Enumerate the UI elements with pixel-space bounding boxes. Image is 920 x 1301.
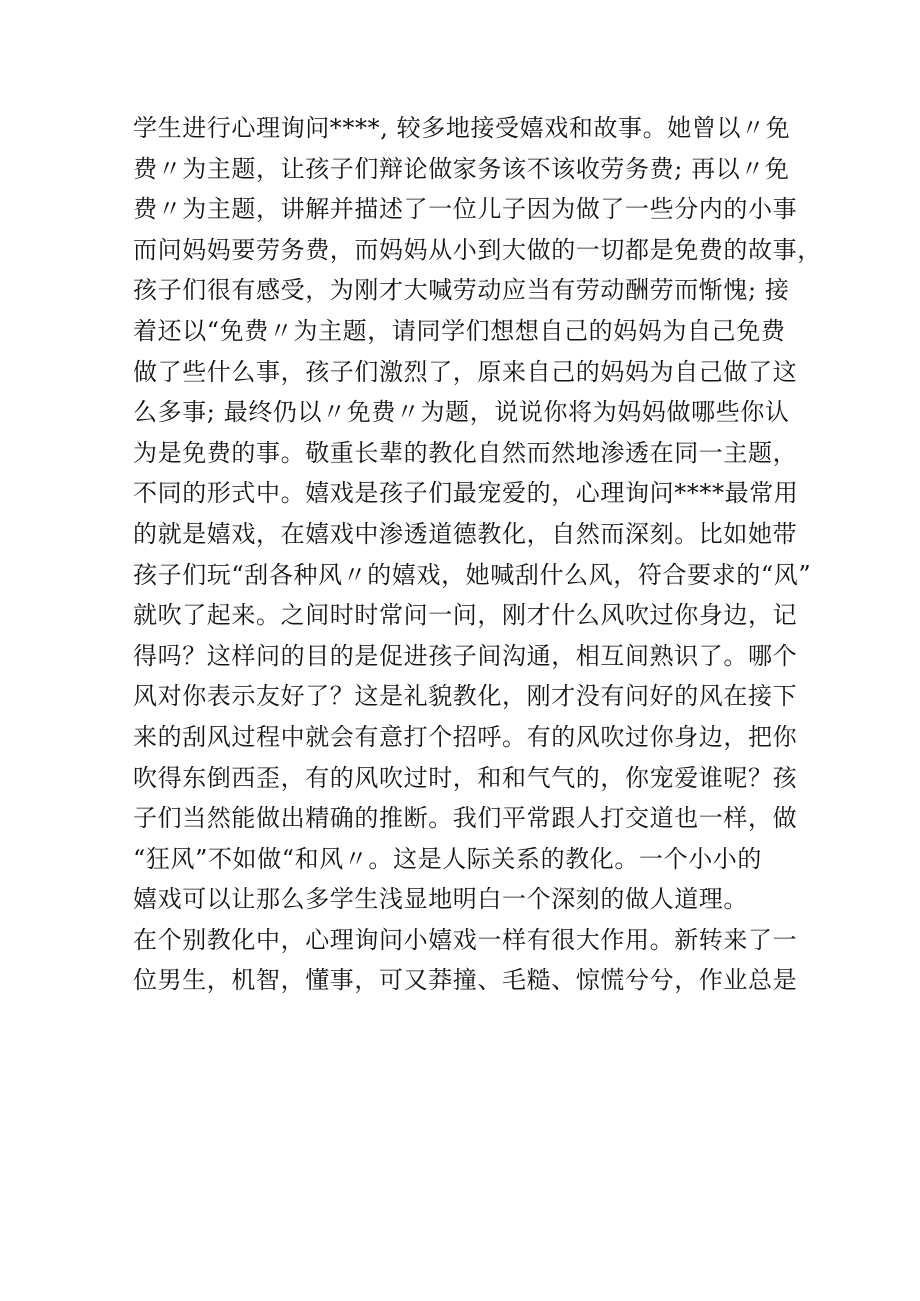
text-line: 的就是嬉戏，在嬉戏中渗透道德教化，自然而深刻。比如她带 — [133, 519, 798, 548]
text-line: 风对你表示友好了？这是礼貌教化，刚才没有问好的风在接下 — [133, 682, 798, 711]
text-line: 着还以“免费〃为主题，请同学们想想自己的妈妈为自己免费 — [133, 316, 786, 345]
text-line: 嬉戏可以让那么多学生浅显地明白一个深刻的做人道理。 — [133, 885, 748, 914]
text-line: 得吗？这样问的目的是促进孩子间沟通，相互间熟识了。哪个 — [133, 641, 798, 670]
text-line: 孩子们玩“刮各种风〃的嬉戏，她喊刮什么风，符合要求的“风” — [133, 560, 812, 589]
text-line: 为是免费的事。敬重长辈的教化自然而然地渗透在同一主题， — [133, 438, 798, 467]
text-line: 学生进行心理询问****, 较多地接受嬉戏和故事。她曾以〃免 — [133, 114, 791, 142]
text-line: 来的刮风过程中就会有意打个招呼。有的风吹过你身边，把你 — [133, 722, 798, 751]
text-line: 子们当然能做出精确的推断。我们平常跟人打交道也一样，做 — [133, 804, 798, 833]
text-line: 不同的形式中。嬉戏是孩子们最宠爱的，心理询问****最常用 — [133, 479, 799, 508]
text-line: 吹得东倒西歪，有的风吹过时，和和气气的，你宠爱谁呢？孩 — [133, 763, 798, 792]
body-text — [133, 108, 822, 1001]
text-line: “狂风”不如做“和风〃。这是人际关系的教化。一个小小的 — [133, 844, 763, 873]
text-line: 位男生，机智，懂事，可又莽撞、毛糙、惊慌兮兮，作业总是 — [133, 966, 798, 995]
text-line: 就吹了起来。之间时时常问一问，刚才什么风吹过你身边，记 — [133, 601, 798, 630]
text-line: 做了些什么事，孩子们激烈了，原来自己的妈妈为自己做了这 — [133, 357, 798, 386]
text-line: 么多事; 最终仍以〃免费〃为题，说说你将为妈妈做哪些你认 — [133, 398, 790, 427]
text-line: 孩子们很有感受，为刚才大喊劳动应当有劳动酬劳而惭愧; 接 — [133, 276, 790, 305]
text-line: 而问妈妈要劳务费，而妈妈从小到大做的一切都是免费的故事， — [133, 235, 822, 264]
text-line: 费〃为主题，讲解并描述了一位儿子因为做了一些分内的小事 — [133, 195, 798, 224]
text-line: 在个别教化中，心理询问小嬉戏一样有很大作用。新转来了一 — [133, 925, 798, 954]
text-line: 费〃为主题，让孩子们辩论做家务该不该收劳务费; 再以〃免 — [133, 154, 790, 183]
